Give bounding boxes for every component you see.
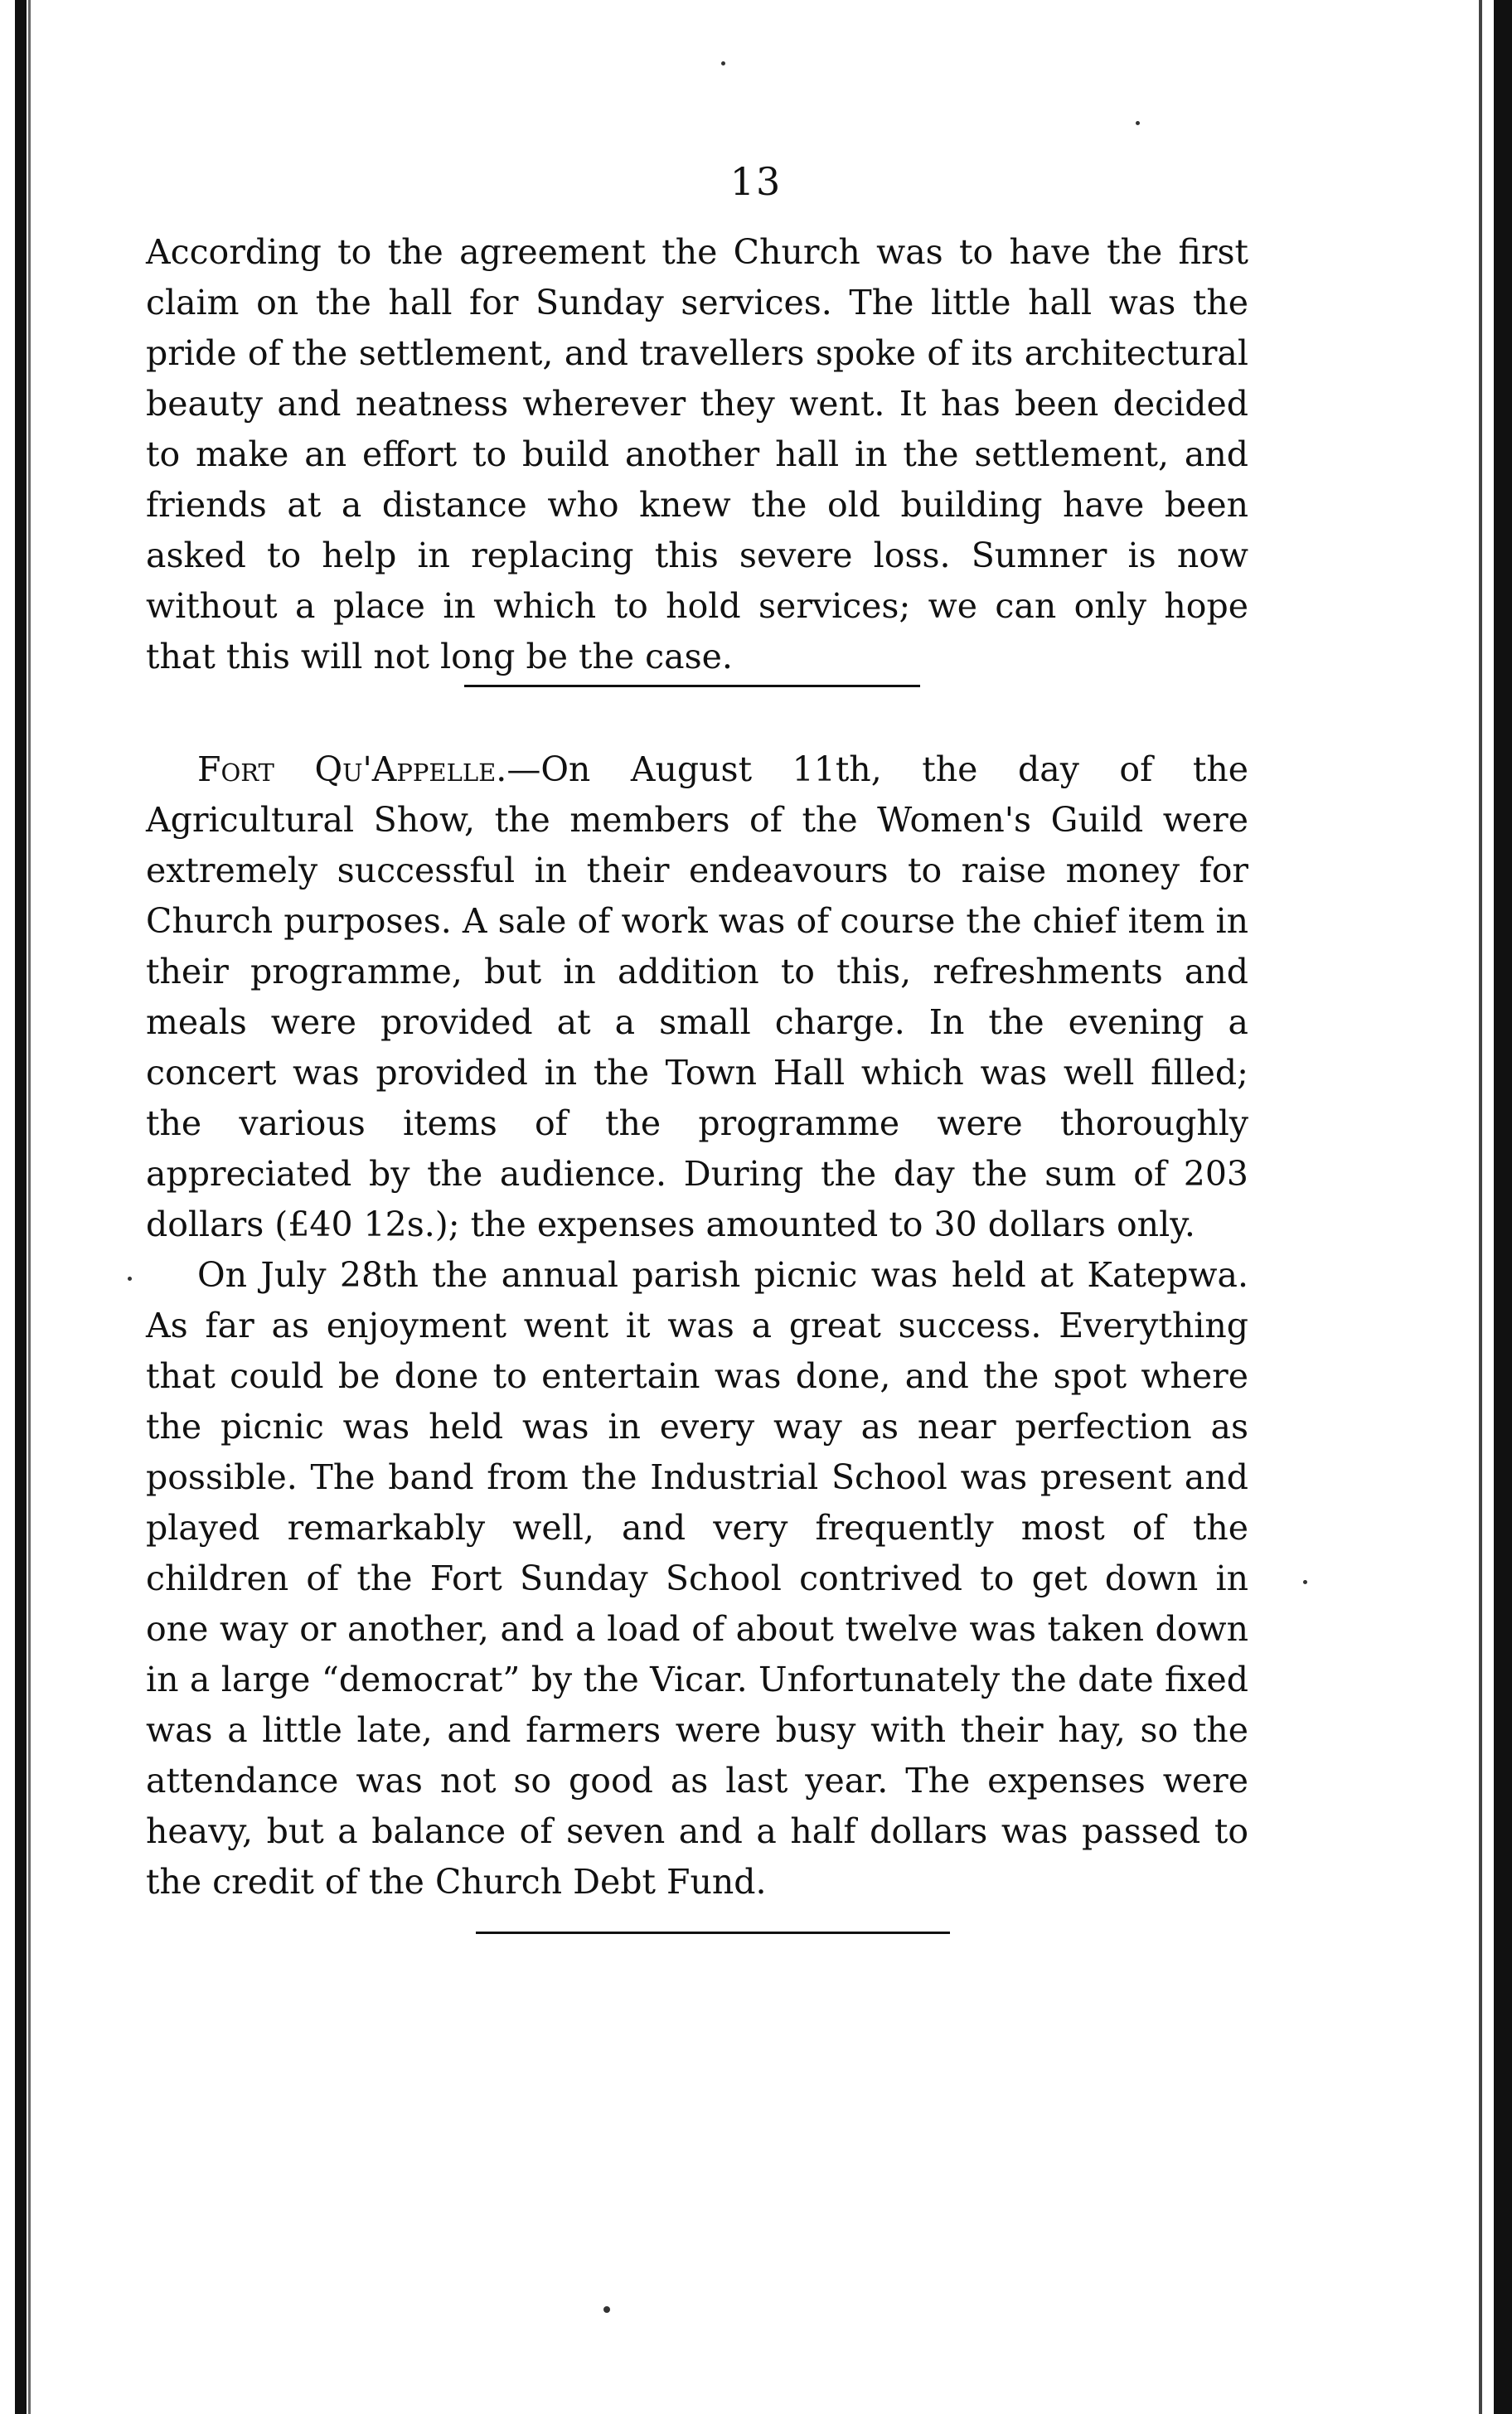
scan-speck — [1303, 1580, 1307, 1584]
scan-speck — [721, 61, 725, 65]
section-fort-quappelle — [146, 744, 1248, 1907]
section-divider — [476, 1932, 950, 1934]
paragraph: According to the agreement the Church was to have the first claim on the hall for Sunday services. The little hall was the pride of the settlement, and travellers spoke of its architectural beauty and neatness wherever they went. It has been decided to make an effort to build another hall in the settlement, and friends at a distance who knew the old building have been asked to help in replacing this severe loss. Sumner is now without a place in which to hold services; we can only hope that this will not long be the case. — [146, 232, 1248, 676]
scan-speck — [1136, 121, 1140, 125]
scan-edge-left — [15, 0, 27, 2414]
section-heading: Fort Qu'Appelle. — [197, 749, 507, 789]
scan-speck — [128, 1277, 132, 1281]
scan-edge-left-inner — [28, 0, 31, 2414]
section-sumner — [146, 227, 1248, 682]
section-divider — [464, 685, 920, 687]
scan-edge-right-inner — [1479, 0, 1482, 2414]
paragraph — [146, 744, 1248, 1250]
page-number: 13 — [729, 159, 783, 204]
scan-speck — [603, 2306, 610, 2313]
paragraph: On July 28th the annual parish picnic was held at Katepwa. As far as enjoyment went it was a great success. Everything that could be done to entertain was done, and the spot where the picnic was held was in every way as near perfection as possible. The band from the Industrial School was present and played remarkably well, and very frequently most of the children of the Fort Sunday School contrived to get down in one way or another, and a load of about twelve was taken down in a large “democrat” by the Vicar. Unfortunately the date fixed was a little late, and farmers were busy with their hay, so the attendance was not so good as last year. The expenses were heavy, but a balance of seven and a half dollars was passed to the credit of the Church Debt Fund. — [146, 1255, 1248, 1902]
paragraph-text: —On August 11th, the day of the Agricultural Show, the members of the Women's Guild were extremely successful in their endeavours to raise money for Church purposes. A sale of work was of course the chief item in their programme, but in addition to this, refreshments and meals were provided at a small charge. In the evening a concert was provided in the Town Hall which was well filled; the various items of the programme were thoroughly appreciated by the audience. During the day the sum of 203 dollars (£40 12s.); the expenses amounted to 30 dollars only. — [146, 749, 1248, 1244]
scan-edge-right — [1494, 0, 1512, 2414]
